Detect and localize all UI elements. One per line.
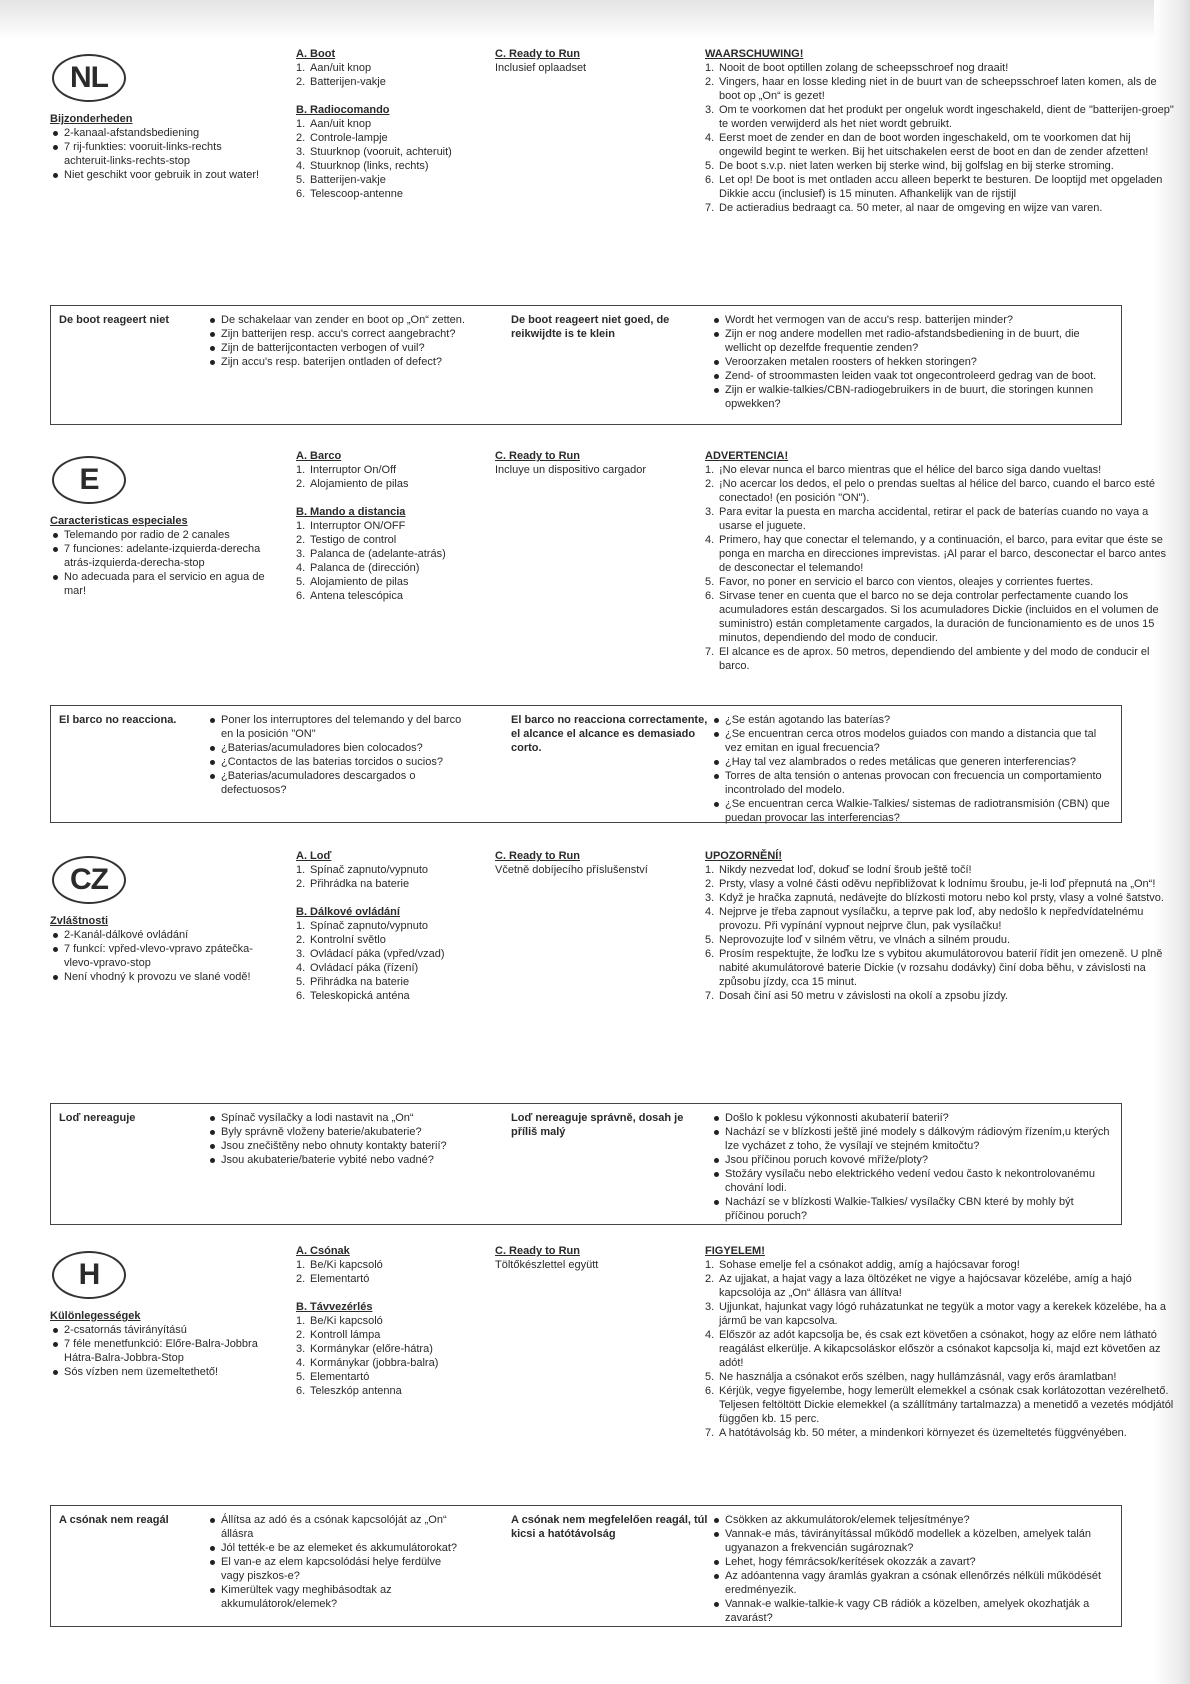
list-item: 1. Interruptor On/Off — [296, 463, 397, 476]
list-item: 1. Be/Ki kapcsoló — [296, 1314, 383, 1327]
section-h — [50, 1245, 1174, 1500]
list-item: 3. Stuurknop (vooruit, achteruit) — [296, 145, 452, 158]
list-item: 1. Aan/uit knop — [296, 117, 372, 130]
ready-title: C. Ready to Run — [495, 48, 580, 60]
troubleshooting-box-nl — [50, 305, 1122, 425]
warning-title: ADVERTENCIA! — [705, 450, 789, 462]
problem-title: El barco no reacciona correctamente, el alcance el alcance es demasiado corto. — [511, 714, 708, 754]
troubleshooting-box-cz — [50, 1103, 1122, 1225]
list-item: 7 rij-funkties: vooruit-links-rechts achteruit-links-rechts-stop — [50, 141, 270, 169]
list-item: Zijn batterijen resp. accu's correct aangebracht? — [207, 328, 467, 342]
list-item: 5. Favor, no poner en servicio el barco con vientos, oleajes y corrientes fuertes. — [705, 575, 1094, 588]
ready-column — [495, 48, 695, 76]
features-list — [50, 1324, 270, 1380]
remote-parts-list — [296, 520, 481, 604]
parts-column — [296, 1245, 481, 1399]
list-item: 7 féle menetfunkció: Előre-Balra-Jobbra Hátra-Balra-Jobbra-Stop — [50, 1338, 270, 1366]
list-item: Sós vízben nem üzemeltethető! — [50, 1366, 270, 1380]
list-item: Stožáry vysílaču nebo elektrického vedení vedou často k nekontrolovanému chování lodi. — [711, 1168, 1111, 1196]
list-item: 1. Spínač zapnuto/vypnuto — [296, 863, 429, 876]
list-item: 3. Palanca de (adelante-atrás) — [296, 547, 446, 560]
list-item: 2. Az ujjakat, a hajat vagy a laza öltözéket ne vigye a hajócsavar közelébe, amíg a hajó kapcsolója az „On“ állásra van állítva! — [705, 1272, 1132, 1299]
list-item: ¿Se están agotando las baterías? — [711, 714, 1111, 728]
list-item: Állítsa az adó és a csónak kapcsolóját az „On“ állásra — [207, 1514, 467, 1542]
list-item: Nachází se v blízkosti ještě jiné modely s dálkovým rádiovým řízením,u kterých lze vycházet z toho, že vysílají ve stejném kmitočtu? — [711, 1126, 1111, 1154]
boat-parts-title: A. Csónak — [296, 1245, 350, 1257]
warnings-list — [705, 464, 1175, 674]
list-item: De schakelaar van zender en boot op „On“ zetten. — [207, 314, 467, 328]
checks-list — [207, 314, 467, 370]
list-item: 4. Először az adót kapcsolja be, és csak ezt követően a csónakot, hogy az előre nem látható reagálást elkerülje. A kikapcsoláskor először a csónakot kapcsolja ki, majd ezt követően az adót! — [705, 1328, 1161, 1369]
list-item: Nachází se v blízkosti Walkie-Talkies/ vysílačky CBN které by mohly být příčinou poruch? — [711, 1196, 1111, 1224]
problem-title: Loď nereaguje správně, dosah je příliš malý — [511, 1112, 684, 1138]
list-item: 3. Kormánykar (előre-hátra) — [296, 1342, 433, 1355]
list-item: 2. Kontroll lámpa — [296, 1328, 381, 1341]
parts-column — [296, 850, 481, 1004]
remote-parts-list — [296, 920, 481, 1004]
warnings-column — [705, 1245, 1175, 1441]
list-item: ¿Se encuentran cerca otros modelos guiados con mando a distancia que tal vez emitan en igual frecuencia? — [711, 728, 1111, 756]
list-item: 2-Kanál-dálkové ovládání — [50, 929, 270, 943]
ready-text: Včetně dobíjecího příslušenství — [495, 863, 648, 876]
list-item: 1. Spínač zapnuto/vypnuto — [296, 919, 429, 932]
list-item: Lehet, hogy fémrácsok/kerítések okozzák a zavart? — [711, 1556, 1111, 1570]
ready-text: Töltőkészlettel együtt — [495, 1258, 599, 1271]
list-item: 5. Ne használja a csónakot erős szélben, nagy hullámzásnál, vagy erős áramlatban! — [705, 1370, 1117, 1383]
list-item: Vannak-e más, távirányítással működő modellek a közelben, amelyek talán ugyanazon a frekvencián sugároznak? — [711, 1528, 1111, 1556]
list-item: 1. Aan/uit knop — [296, 61, 372, 74]
list-item: 6. Sirvase tener en cuenta que el barco no se deja controlar perfectamente cuando los acumuladores están descargados. Si los acumuladores Dickie (incluidos en el volumen de suministro) están completamente cargados, la duración de funcionamiento es de unos 15 minutos, dependiendo del modo de conducir. — [705, 589, 1159, 644]
problem-title: De boot reageert niet — [59, 314, 170, 326]
boat-parts-list — [296, 1259, 481, 1287]
troubleshooting-box-h — [50, 1505, 1122, 1627]
list-item: 2. Testigo de control — [296, 533, 397, 546]
warnings-list — [705, 864, 1175, 1004]
list-item: 2. Přihrádka na baterie — [296, 877, 410, 890]
checks-list — [207, 1514, 467, 1612]
list-item: Vannak-e walkie-talkie-k vagy CB rádiók a közelben, amelyek okozhatják a zavarást? — [711, 1598, 1111, 1626]
ready-column — [495, 850, 695, 878]
list-item: 2. Vingers, haar en losse kleding niet in de buurt van de scheepsschroef laten komen, als de boot op „On“ is gezet! — [705, 75, 1157, 102]
list-item: 4. Kormánykar (jobbra-balra) — [296, 1356, 439, 1369]
list-item: Niet geschikt voor gebruik in zout water! — [50, 169, 270, 183]
features-list — [50, 929, 270, 985]
section-nl — [50, 48, 1174, 273]
warnings-list — [705, 1259, 1175, 1441]
ready-text: Inclusief oplaadset — [495, 61, 587, 74]
list-item: ¿Se encuentran cerca Walkie-Talkies/ sistemas de radiotransmisión (CBN) que puedan provocar las interferencias? — [711, 798, 1111, 826]
ready-text: Incluye un dispositivo cargador — [495, 463, 647, 476]
language-badge-h: H — [52, 1251, 126, 1299]
list-item: Wordt het vermogen van de accu's resp. batterijen minder? — [711, 314, 1111, 328]
boat-parts-title: A. Barco — [296, 450, 342, 462]
list-item: ¿Hay tal vez alambrados o redes metálicas que generen interferencias? — [711, 756, 1111, 770]
list-item: Zijn er walkie-talkies/CBN-radiogebruikers in de buurt, die storingen kunnen opwekken? — [711, 384, 1111, 412]
features-column — [50, 48, 270, 183]
list-item: 1. Sohase emelje fel a csónakot addig, amíg a hajócsavar forog! — [705, 1258, 1020, 1271]
list-item: 4. Primero, hay que conectar el telemando, y a continuación, el barco, para evitar que éste se ponga en marcha en direcciones imprevistas. ¡Al parar el barco, desconectar el barco antes de desconectar el telemando! — [705, 533, 1166, 574]
checks-list — [711, 314, 1111, 412]
list-item: 6. Kérjük, vegye figyelembe, hogy lemerült elemekkel a csónak csak korlátozottan vezérelhető. Teljesen feltöltött Dickie elemekkel (a szállítmány tartalmazza) a menetidő a vezetés módjától függően kb. 15 perc. — [705, 1384, 1174, 1425]
list-item: 2-kanaal-afstandsbediening — [50, 127, 270, 141]
problem-title: A csónak nem reagál — [59, 1514, 169, 1526]
features-column — [50, 1245, 270, 1380]
list-item: ¿Contactos de las baterias torcidos o sucios? — [207, 756, 467, 770]
remote-parts-list — [296, 1315, 481, 1399]
list-item: 3. Para evitar la puesta en marcha accidental, retirar el pack de baterías cuando no vaya a usarse el juguete. — [705, 505, 1149, 532]
warning-title: UPOZORNĚNÍ! — [705, 850, 782, 862]
list-item: Csökken az akkumulátorok/elemek teljesítménye? — [711, 1514, 1111, 1528]
list-item: 6. Telescoop-antenne — [296, 187, 403, 200]
list-item: 7 funkcí: vpřed-vlevo-vpravo zpátečka-vlevo-vpravo-stop — [50, 943, 270, 971]
list-item: Telemando por radio de 2 canales — [50, 529, 270, 543]
list-item: 6. Prosím respektujte, že loďku lze s vybitou akumulátorovou baterií řídit jen omezeně. U plně nabité akumulátorové baterie Dickie (v rozsahu dodávky) činí doba běhu, v závislosti na způsobu jízdy, cca 15 minut. — [705, 947, 1163, 988]
checks-list — [711, 1112, 1111, 1224]
list-item: 6. Teleskopická anténa — [296, 989, 410, 1002]
features-column — [50, 850, 270, 985]
features-list — [50, 529, 270, 599]
boat-parts-title: A. Boot — [296, 48, 336, 60]
list-item: 4. Ovládací páka (řízení) — [296, 961, 419, 974]
list-item: 2. Elementartó — [296, 1272, 370, 1285]
parts-column — [296, 450, 481, 604]
list-item: 2. Prsty, vlasy a volné části oděvu nepřibližovat k lodnímu šroubu, je-li loď přepnutá na „On“! — [705, 877, 1156, 890]
warning-title: WAARSCHUWING! — [705, 48, 804, 60]
list-item: 5. De boot s.v.p. niet laten werken bij sterke wind, bij golfslag en bij sterke stroming. — [705, 159, 1114, 172]
list-item: ¿Baterias/acumuladores descargados o defectuosos? — [207, 770, 467, 798]
list-item: 4. Palanca de (dirección) — [296, 561, 420, 574]
list-item: 7. El alcance es de aprox. 50 metros, dependiendo del ambiente y del modo de conducir el barco. — [705, 645, 1150, 672]
list-item: 3. Om te voorkomen dat het produkt per ongeluk wordt ingeschakeld, dient de "batterijen-groep" te worden verwijderd als het niet wordt gebruikt. — [705, 103, 1174, 130]
checks-list — [207, 714, 467, 798]
problem-title: El barco no reacciona. — [59, 714, 177, 726]
list-item: Kimerültek vagy meghibásodtak az akkumulátorok/elemek? — [207, 1584, 467, 1612]
list-item: 3. Ovládací páka (vpřed/vzad) — [296, 947, 445, 960]
features-column — [50, 450, 270, 599]
language-badge-e: E — [52, 456, 126, 504]
ready-column — [495, 450, 695, 478]
list-item: Veroorzaken metalen roosters of hekken storingen? — [711, 356, 1111, 370]
ready-title: C. Ready to Run — [495, 450, 580, 462]
features-title: Bijzonderheden — [50, 113, 133, 125]
list-item: 7. A hatótávolság kb. 50 méter, a mindenkori környezet és üzemeltetés függvényében. — [705, 1426, 1127, 1439]
list-item: Zend- of stroommasten leiden vaak tot ongecontroleerd gedrag van de boot. — [711, 370, 1111, 384]
checks-list — [711, 714, 1111, 826]
section-cz — [50, 850, 1164, 1070]
list-item: Az adóantenna vagy áramlás gyakran a csónak ellenőrzés nélküli működését eredményezik. — [711, 1570, 1111, 1598]
list-item: 5. Batterijen-vakje — [296, 173, 386, 186]
list-item: Byly správně vloženy baterie/akubaterie? — [207, 1126, 467, 1140]
list-item: 2-csatornás távirányítású — [50, 1324, 270, 1338]
list-item: 7. Dosah činí asi 50 metru v závislosti na okolí a zpsobu jízdy. — [705, 989, 1008, 1002]
list-item: 6. Teleszkóp antenna — [296, 1384, 402, 1397]
list-item: 2. Controle-lampje — [296, 131, 388, 144]
remote-parts-title: B. Távvezérlés — [296, 1300, 373, 1313]
list-item: Zijn de batterijcontacten verbogen of vuil? — [207, 342, 467, 356]
list-item: Není vhodný k provozu ve slané vodě! — [50, 971, 270, 985]
language-badge-cz: CZ — [52, 856, 126, 904]
scan-shadow-top — [0, 0, 1190, 40]
problem-title: Loď nereaguje — [59, 1112, 136, 1124]
remote-parts-list — [296, 118, 481, 202]
list-item: Jól tették-e be az elemeket és akkumulátorokat? — [207, 1542, 467, 1556]
features-list — [50, 127, 270, 183]
language-badge-nl: NL — [52, 54, 126, 102]
problem-title: De boot reageert niet goed, de reikwijdte is te klein — [511, 314, 670, 340]
list-item: 6. Antena telescópica — [296, 589, 403, 602]
warning-title: FIGYELEM! — [705, 1245, 765, 1257]
ready-column — [495, 1245, 695, 1273]
remote-parts-title: B. Radiocomando — [296, 103, 390, 116]
list-item: Torres de alta tensión o antenas provocan con frecuencia un comportamiento incontrolado del modelo. — [711, 770, 1111, 798]
list-item: 4. Eerst moet de zender en dan de boot worden ingeschakeld, om te voorkomen dat hij ongewild begint te werken. Bij het uitschakelen eerst de boot en dan de zender afzetten! — [705, 131, 1149, 158]
list-item: 1. ¡No elevar nunca el barco mientras que el hélice del barco siga dando vueltas! — [705, 463, 1102, 476]
warnings-column — [705, 850, 1175, 1004]
list-item: 3. Ujjunkat, hajunkat vagy lógó ruházatunkat ne tegyük a motor vagy a kerekek közelébe, ha a jármű be van kapcsolva. — [705, 1300, 1166, 1327]
list-item: Jsou akubaterie/baterie vybité nebo vadné? — [207, 1154, 467, 1168]
ready-title: C. Ready to Run — [495, 850, 580, 862]
warnings-column — [705, 48, 1175, 216]
ready-title: C. Ready to Run — [495, 1245, 580, 1257]
list-item: 1. Nooit de boot optillen zolang de scheepsschroef nog draait! — [705, 61, 1009, 74]
list-item: 3. Když je hračka zapnutá, nedávejte do blízkosti motoru nebo kol prsty, vlasy a volné šatstvo. — [705, 891, 1164, 904]
boat-parts-list — [296, 864, 481, 892]
list-item: ¿Baterias/acumuladores bien colocados? — [207, 742, 467, 756]
troubleshooting-box-e — [50, 705, 1122, 823]
list-item: 6. Let op! De boot is met ontladen accu alleen beperkt te besturen. De looptijd met opgeladen Dikkie accu (inclusief) is 15 minuten. Afhankelijk van de rijstijl — [705, 173, 1163, 200]
features-title: Különlegességek — [50, 1310, 141, 1322]
list-item: No adecuada para el servicio en agua de mar! — [50, 571, 270, 599]
list-item: 1. Be/Ki kapcsoló — [296, 1258, 383, 1271]
list-item: 1. Nikdy nezvedat loď, dokuď se lodní šroub ještě točí! — [705, 863, 972, 876]
list-item: Došlo k poklesu výkonnosti akubaterií baterií? — [711, 1112, 1111, 1126]
features-title: Zvláštnosti — [50, 915, 109, 927]
list-item: El van-e az elem kapcsolódási helye ferdülve vagy piszkos-e? — [207, 1556, 467, 1584]
checks-list — [711, 1514, 1111, 1626]
boat-parts-list — [296, 62, 481, 90]
list-item: 5. Elementartó — [296, 1370, 370, 1383]
section-e — [50, 450, 1166, 695]
list-item: 2. Kontrolní světlo — [296, 933, 386, 946]
features-title: Caracteristicas especiales — [50, 515, 188, 527]
list-item: 2. Batterijen-vakje — [296, 75, 386, 88]
parts-column — [296, 48, 481, 202]
list-item: 2. ¡No acercar los dedos, el pelo o prendas sueltas al hélice del barco, cuando el barco esté conectado! (en posición "ON"). — [705, 477, 1155, 504]
list-item: 7. De actieradius bedraagt ca. 50 meter, al naar de omgeving en wijze van varen. — [705, 201, 1103, 214]
remote-parts-title: B. Mando a distancia — [296, 505, 406, 518]
list-item: 5. Alojamiento de pilas — [296, 575, 409, 588]
list-item: 5. Přihrádka na baterie — [296, 975, 410, 988]
list-item: Jsou znečištěny nebo ohnuty kontakty baterií? — [207, 1140, 467, 1154]
checks-list — [207, 1112, 467, 1168]
warnings-column — [705, 450, 1175, 674]
list-item: Spínač vysílačky a lodi nastavit na „On“ — [207, 1112, 467, 1126]
list-item: Zijn er nog andere modellen met radio-afstandsbediening in de buurt, die wellicht op dezelfde frequentie zenden? — [711, 328, 1111, 356]
list-item: 4. Nejprve je třeba zapnout vysílačku, a teprve pak loď, aby nedošlo k nepředvídatelnému provozu. Při vypínání vypnout nejprve člun, pak vysílačku! — [705, 905, 1144, 932]
list-item: 5. Neprovozujte loď v silném větru, ve vlnách a silném proudu. — [705, 933, 1011, 946]
list-item: 2. Alojamiento de pilas — [296, 477, 409, 490]
list-item: Jsou příčinou poruch kovové mříže/ploty? — [711, 1154, 1111, 1168]
remote-parts-title: B. Dálkové ovládání — [296, 905, 400, 918]
list-item: 4. Stuurknop (links, rechts) — [296, 159, 429, 172]
boat-parts-list — [296, 464, 481, 492]
problem-title: A csónak nem megfelelően reagál, túl kicsi a hatótávolság — [511, 1514, 708, 1540]
boat-parts-title: A. Loď — [296, 850, 332, 862]
list-item: Poner los interruptores del telemando y del barco en la posición "ON" — [207, 714, 467, 742]
list-item: Zijn accu's resp. baterijen ontladen of defect? — [207, 356, 467, 370]
warnings-list — [705, 62, 1175, 216]
list-item: 7 funciones: adelante-izquierda-derecha atrás-izquierda-derecha-stop — [50, 543, 270, 571]
list-item: 1. Interruptor ON/OFF — [296, 519, 406, 532]
